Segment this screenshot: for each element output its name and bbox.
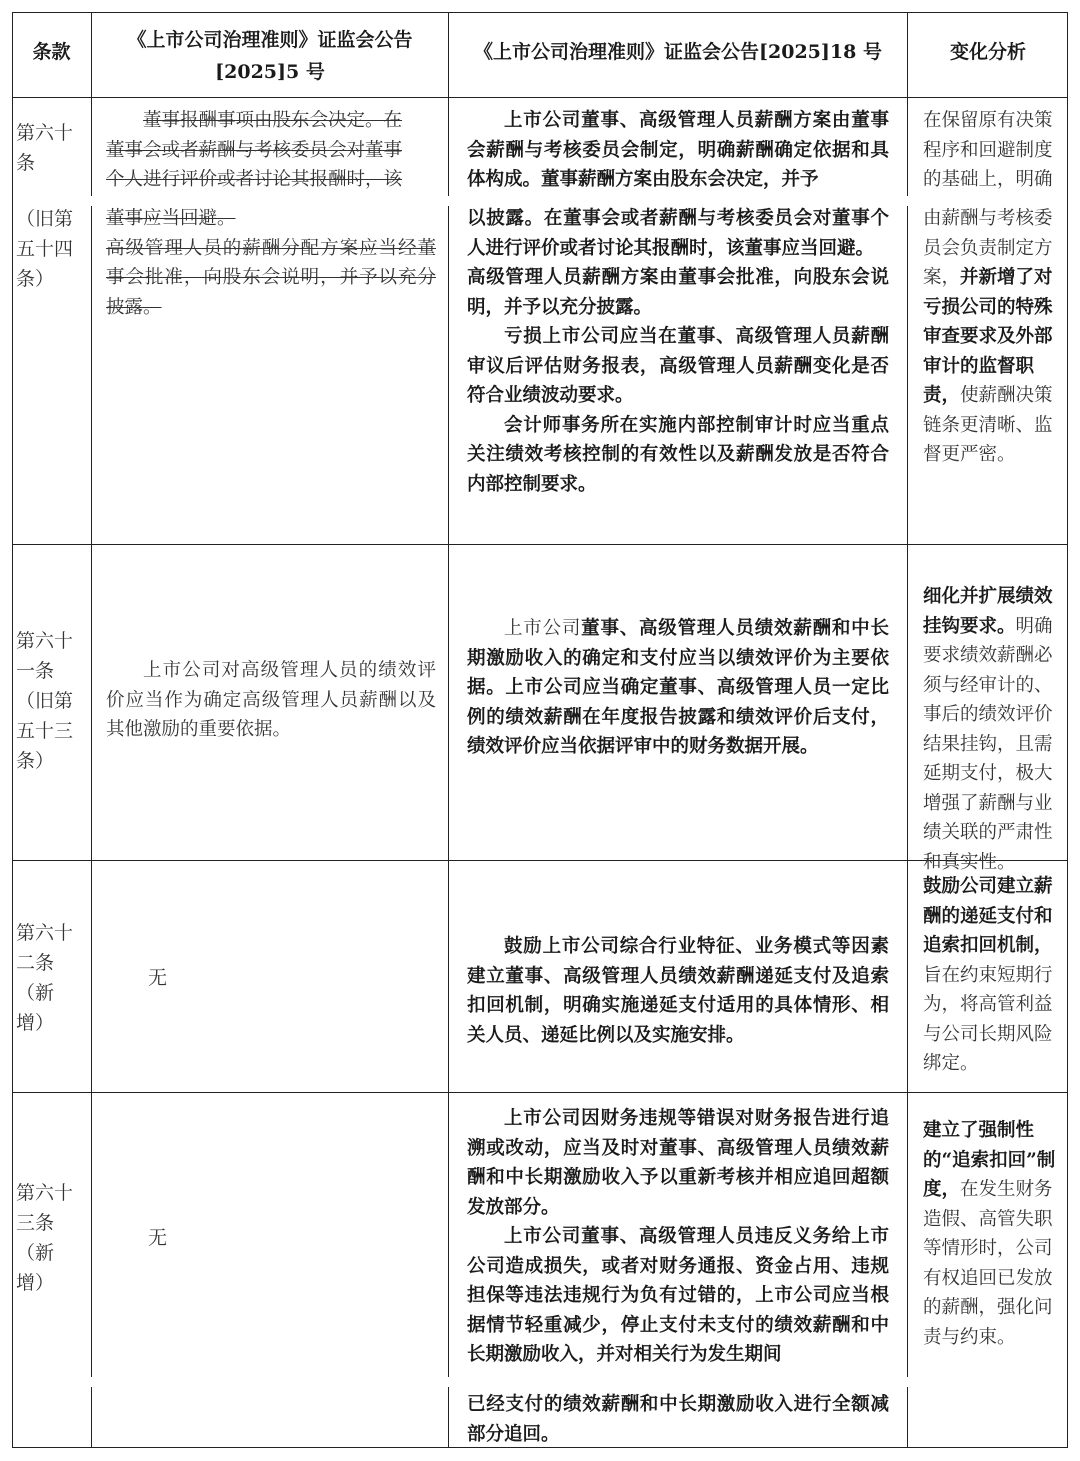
new-text-para: 上市公司因财务违规等错误对财务报告进行追溯或改动，应当及时对董事、高级管理人员绩效薪酬和中长期激励收入予以重新考核并相应追回超额发放部分。 — [467, 1108, 889, 1218]
header-new-rules: 《上市公司治理准则》证监会公告[2025]18 号 — [474, 41, 882, 63]
row1-analysis — [923, 106, 1063, 195]
header-old-line1: 《上市公司治理准则》证监会公告 — [127, 29, 413, 51]
clause-line: 第六十 — [16, 630, 74, 652]
row1-new-text — [467, 106, 889, 195]
clause-line: 条） — [16, 268, 55, 290]
clause-line: 增） — [16, 1012, 55, 1034]
row2-analysis — [923, 582, 1063, 877]
row4-clause — [12, 1178, 91, 1298]
row-divider-2 — [12, 860, 1068, 861]
row3-analysis — [923, 872, 1063, 1079]
row1-clause-top — [12, 118, 91, 178]
analysis-text: 旨在约束短期行为，将高管利益与公司长期风险绑定。 — [923, 964, 1053, 1074]
analysis-text: 由薪酬与考核委员会负责制定方案， — [923, 208, 1053, 288]
new-text-para: 上市公司董事、高级管理人员违反义务给上市公司造成损失，或者对财务通报、资金占用、违规担保等违法违规行为负有过错的，上市公司应当根据情节轻重减少，停止支付未支付的绩效薪酬和中长期激励收入，并对相关行为发生期间 — [467, 1226, 889, 1365]
new-text-para: 上市公司董事、高级管理人员薪酬方案由董事会薪酬与考核委员会制定，明确薪酬确定依据和具体构成。董事薪酬方案由股东会决定，并予 — [467, 110, 889, 190]
new-text-para: 以披露。在董事会或者薪酬与考核委员会对董事个人进行评价或者讨论其报酬时，该董事应当回避。 — [467, 208, 889, 259]
analysis-bold-text: 鼓励公司建立薪酬的递延支付和追索扣回机制， — [923, 876, 1053, 956]
header-clause: 条款 — [32, 41, 71, 63]
clause-line: 五十四 — [16, 238, 74, 260]
analysis-text: 在发生财务造假、高管失职等情形时，公司有权追回已发放的薪酬，强化问责与约束。 — [923, 1179, 1053, 1348]
row2-clause — [12, 626, 91, 776]
old-text-line: 董事报酬事项由股东会决定。在 — [143, 110, 403, 131]
row3-clause — [12, 918, 91, 1038]
clause-line: 条 — [16, 152, 36, 174]
row4-old-none: 无 — [148, 1227, 168, 1249]
clause-line: （新 — [16, 982, 55, 1004]
old-text-para: 董事应当回避。 — [106, 208, 236, 229]
new-text-para: 鼓励上市公司综合行业特征、业务模式等因素建立董事、高级管理人员绩效薪酬递延支付及追索扣回机制，明确实施递延支付适用的具体情形、相关人员、递延比例以及实施安排。 — [467, 936, 889, 1046]
new-text-bold: 绩效薪酬和中长期激励收入的确定和支付应当以绩效评价为主要依据。上市公司应当确定董事、高级管理人员一定比例的绩效薪酬在年度报告披露和绩效评价后支付，绩效评价应当依据评审中的财务数据开展。 — [467, 618, 889, 757]
header-divider — [12, 97, 1068, 98]
row1-old-text — [106, 106, 436, 195]
new-text-plain: 上市公司 — [504, 618, 582, 639]
col-divider-3 — [907, 12, 908, 1448]
clause-line: 条） — [16, 750, 55, 772]
old-text-para: 上市公司对高级管理人员的绩效评价应当作为确定高级管理人员薪酬以及其他激励的重要依据。 — [106, 660, 436, 740]
new-text-para: 已经支付的绩效薪酬和中长期激励收入进行全额减部分追回。 — [467, 1394, 889, 1445]
row1-new-text-cont — [467, 204, 889, 499]
clause-line: （新 — [16, 1242, 55, 1264]
clause-line: 五十三 — [16, 720, 74, 742]
row1-clause-bottom — [12, 204, 91, 294]
clause-line: （旧第 — [16, 208, 74, 230]
clause-line: 三条 — [16, 1212, 55, 1234]
clause-line: 增） — [16, 1272, 55, 1294]
old-text-line: 董事会或者薪酬与考核委员会对董事 — [106, 139, 403, 161]
row4-analysis — [923, 1116, 1063, 1352]
row-divider-1 — [12, 544, 1068, 545]
new-text-para: 会计师事务所在实施内部控制审计时应当重点关注绩效考核控制的有效性以及薪酬发放是否符合内部控制要求。 — [467, 414, 889, 495]
row1-old-text-cont — [106, 204, 436, 322]
old-text-line: 个人进行评价或者讨论其报酬时，该 — [106, 169, 403, 190]
row4-new-text-cont — [467, 1390, 889, 1449]
analysis-bold-text: 并新增了对亏损公司的特殊审查要求及外部审计的监督职责， — [923, 267, 1053, 406]
row1-analysis-cont — [923, 204, 1063, 470]
row4-new-text — [467, 1104, 889, 1370]
new-text-para: 亏损上市公司应当在董事、高级管理人员薪酬审议后评估财务报表，高级管理人员薪酬变化是否符合业绩波动要求。 — [467, 326, 889, 406]
clause-line: 第六十 — [16, 122, 74, 144]
clause-line: 第六十 — [16, 922, 74, 944]
row-divider-3 — [12, 1092, 1068, 1093]
analysis-bold-text: 建立了强制性的“追索扣回”制度， — [923, 1120, 1056, 1200]
clause-line: （旧第 — [16, 690, 74, 712]
col-divider-2 — [448, 12, 449, 1448]
comparison-table — [12, 12, 1068, 1448]
header-old-rules — [92, 24, 448, 88]
clause-line: 第六十 — [16, 1182, 74, 1204]
old-text-para: 高级管理人员的薪酬分配方案应当经董事会批准，向股东会说明，并予以充分披露。 — [106, 237, 436, 318]
header-old-line2: [2025]5 号 — [215, 61, 325, 83]
clause-line: 二条 — [16, 952, 55, 974]
clause-line: 一条 — [16, 660, 55, 682]
new-text-bold: 董事、高级管理人员 — [581, 618, 755, 639]
analysis-text: 使薪酬决策链条更清晰、监督更严密。 — [923, 385, 1053, 465]
page-break-gap-2 — [13, 1377, 1067, 1387]
analysis-text: 明确要求绩效薪酬必须与经审计的、事后的绩效评价结果挂钩，且需延期支付，极大增强了薪酬与业绩关联的严肃性和真实性。 — [923, 615, 1053, 873]
header-analysis: 变化分析 — [949, 41, 1026, 63]
row3-new-text — [467, 932, 889, 1050]
row2-old-text — [106, 656, 436, 745]
row3-old-none: 无 — [148, 967, 168, 989]
col-divider-1 — [91, 12, 92, 1448]
row2-new-text — [467, 614, 889, 762]
analysis-bold-text: 细化并扩展绩效挂钩要求。 — [923, 586, 1053, 637]
new-text-para: 高级管理人员薪酬方案由董事会批准，向股东会说明，并予以充分披露。 — [467, 267, 889, 318]
analysis-text: 在保留原有决策程序和回避制度的基础上，明确 — [923, 110, 1053, 190]
